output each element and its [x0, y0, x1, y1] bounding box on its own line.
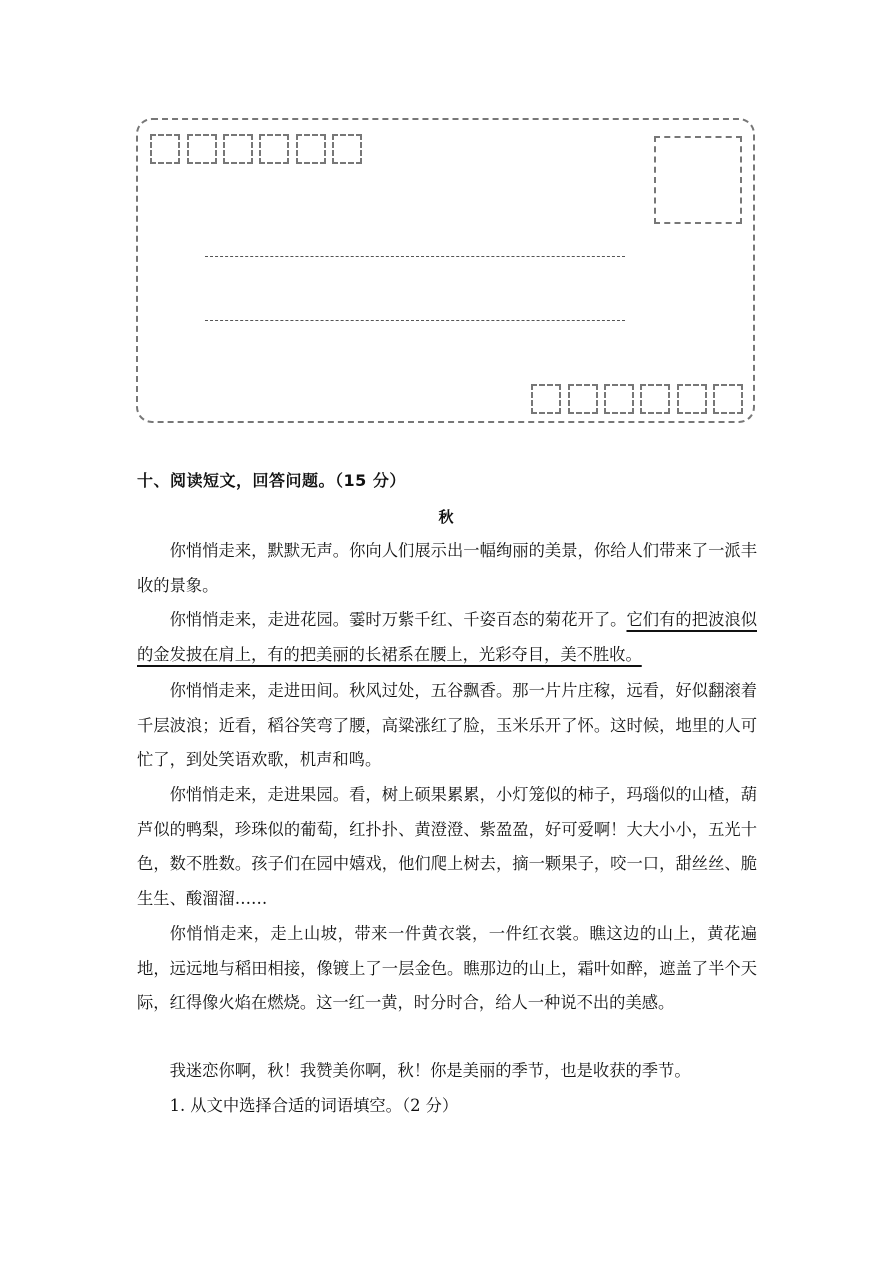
paragraph-1: 你悄悄走来，默默无声。你向人们展示出一幅绚丽的美景，你给人们带来了一派丰收的景象。: [137, 541, 757, 595]
paragraph-6: 我迷恋你啊，秋！我赞美你啊，秋！你是美丽的季节，也是收获的季节。: [169, 1061, 691, 1080]
postcode-box-bottom[interactable]: [568, 384, 598, 414]
section-title: 十、阅读短文，回答问题。（15 分）: [137, 471, 406, 490]
envelope-frame: [136, 118, 755, 423]
passage-title: 秋: [438, 508, 454, 526]
paragraph-4: 你悄悄走来，走进果园。看，树上硕果累累，小灯笼似的柿子，玛瑙似的山楂，葫芦似的鸭梨，珍珠似的葡萄，红扑扑、黄澄澄、紫盈盈，好可爱啊！大大小小，五光十色，数不胜数。孩子们在园中嬉戏，他们爬上树去，摘一颗果子，咬一口，甜丝丝、脆生生、酸溜溜……: [137, 785, 757, 908]
postcode-box-top[interactable]: [223, 134, 253, 164]
question-1: 1. 从文中选择合适的词语填空。（2 分）: [169, 1096, 459, 1115]
postcode-box-top[interactable]: [150, 134, 180, 164]
stamp-box: [654, 136, 742, 224]
postcode-box-top[interactable]: [332, 134, 362, 164]
postcode-box-bottom[interactable]: [531, 384, 561, 414]
underlined-sentence: 它们有的把波浪似的金发披在肩上，有的把美丽的长裙系在腰上，光彩夺目，美不胜收。: [137, 610, 757, 664]
address-line[interactable]: [205, 256, 625, 257]
postcode-box-top[interactable]: [296, 134, 326, 164]
postcode-box-bottom[interactable]: [677, 384, 707, 414]
postcode-box-bottom[interactable]: [604, 384, 634, 414]
paragraph-2-text: 你悄悄走来，走进花园。霎时万紫千红、千姿百态的菊花开了。: [169, 610, 627, 629]
paragraph-2: [137, 603, 757, 672]
postcode-box-top[interactable]: [259, 134, 289, 164]
postcode-box-bottom[interactable]: [713, 384, 743, 414]
postcode-box-top[interactable]: [187, 134, 217, 164]
paragraph-3: 你悄悄走来，走进田间。秋风过处，五谷飘香。那一片片庄稼，远看，好似翻滚着千层波浪；近看，稻谷笑弯了腰，高粱涨红了脸，玉米乐开了怀。这时候，地里的人可忙了，到处笑语欢歌，机声和鸣。: [137, 681, 757, 769]
postcode-box-bottom[interactable]: [640, 384, 670, 414]
paragraph-5: 你悄悄走来，走上山坡，带来一件黄衣裳，一件红衣裳。瞧这边的山上，黄花遍地，远远地与稻田相接，像镀上了一层金色。瞧那边的山上，霜叶如醉，遮盖了半个天际，红得像火焰在燃烧。这一红一黄，时分时合，给人一种说不出的美感。: [137, 924, 757, 1012]
address-line[interactable]: [205, 320, 625, 321]
